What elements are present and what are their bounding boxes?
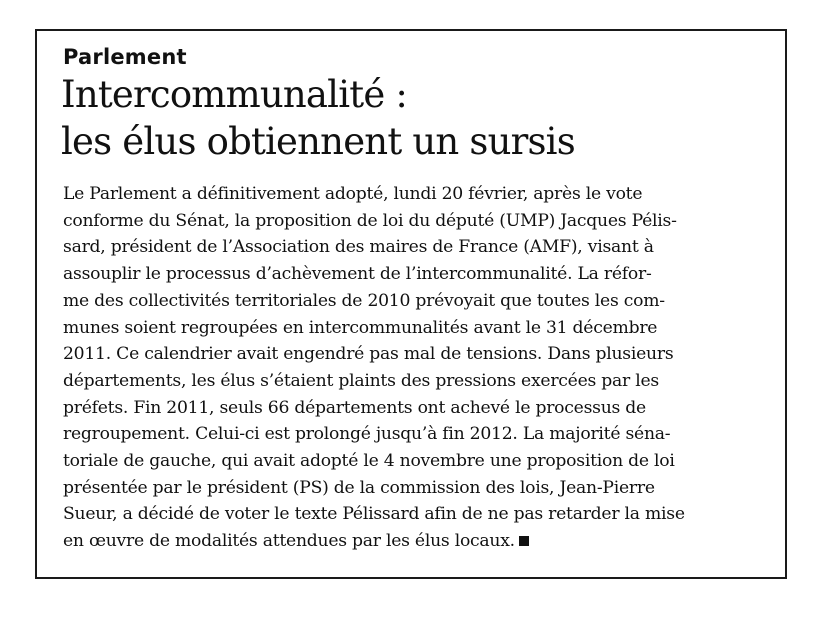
body-line: préfets. Fin 2011, seuls 66 départements ont achevé le processus de xyxy=(63,397,646,418)
article-body xyxy=(63,181,773,555)
body-line: présentée par le président (PS) de la commission des lois, Jean-Pierre xyxy=(63,477,655,498)
headline-line: les élus obtiennent un sursis xyxy=(61,120,575,163)
body-line: Le Parlement a définitivement adopté, lundi 20 février, après le vote xyxy=(63,184,643,204)
body-line: 2011. Ce calendrier avait engendré pas mal de tensions. Dans plusieurs xyxy=(63,344,674,365)
body-line-text: en œuvre de modalités attendues par les élus locaux. xyxy=(63,531,515,552)
body-line: regroupement. Celui-ci est prolongé jusqu’à fin 2012. La majorité séna- xyxy=(63,424,671,445)
body-line: départements, les élus s’étaient plaints des pressions exercées par les xyxy=(63,370,659,391)
body-line: munes soient regroupées en intercommunalités avant le 31 décembre xyxy=(63,317,658,338)
body-line: sard, président de l’Association des maires de France (AMF), visant à xyxy=(63,237,654,258)
article-clipping xyxy=(35,29,787,579)
body-line: conforme du Sénat, la proposition de loi du député (UMP) Jacques Pélis- xyxy=(63,210,677,231)
end-of-article-square-icon xyxy=(519,536,529,546)
headline-line: Intercommunalité : xyxy=(61,73,408,116)
body-line: assouplir le processus d’achèvement de l’intercommunalité. La réfor- xyxy=(63,264,652,285)
article-headline xyxy=(61,71,575,165)
body-line: toriale de gauche, qui avait adopté le 4 novembre une proposition de loi xyxy=(63,451,675,472)
body-line: me des collectivités territoriales de 2010 prévoyait que toutes les com- xyxy=(63,290,665,311)
body-line: Sueur, a décidé de voter le texte Pélissard afin de ne pas retarder la mise xyxy=(63,504,685,525)
body-line-last xyxy=(63,528,773,555)
article-rubric: Parlement xyxy=(63,45,187,69)
